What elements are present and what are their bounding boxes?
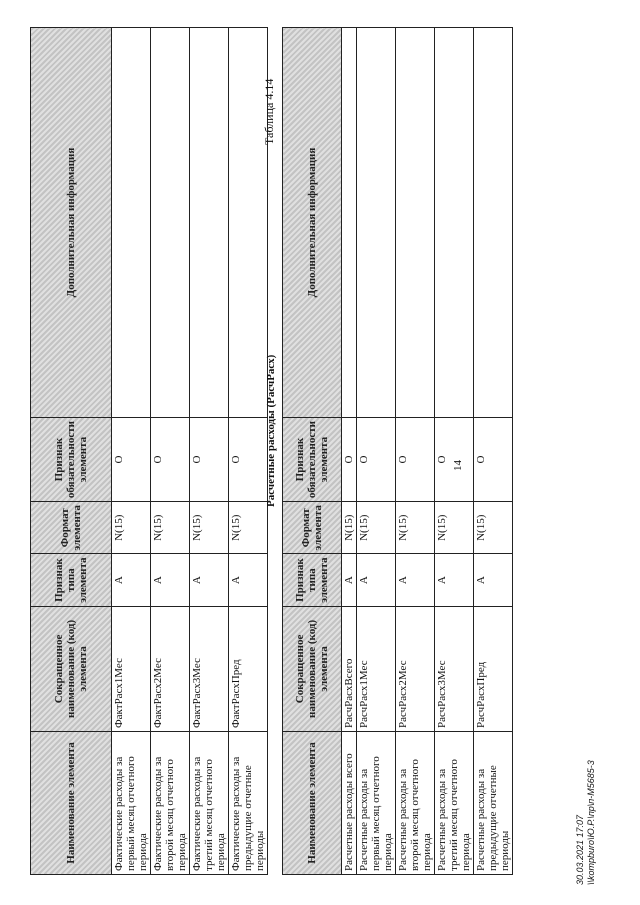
cell-required: О (151, 418, 190, 502)
header-code: Сокращенное наименование (код) элемента (31, 606, 112, 731)
cell-required: О (474, 418, 513, 502)
cell-format: N(15) (357, 502, 396, 554)
cell-code: РасчРасх3Мес (435, 606, 474, 731)
header-type: Признак типа элемента (283, 554, 342, 606)
header-name: Наименование элемента (283, 732, 342, 875)
cell-name: Фактические расходы за третий месяц отчетного периода (190, 732, 229, 875)
table-row (342, 28, 357, 875)
header-required: Признак обязательности элемента (31, 418, 112, 502)
cell-name: Расчетные расходы за первый месяц отчетного периода (357, 732, 396, 875)
cell-info (435, 28, 474, 418)
table-row (112, 28, 151, 875)
header-row (283, 28, 342, 875)
cell-required: О (229, 418, 268, 502)
cell-info (342, 28, 357, 418)
cell-info (151, 28, 190, 418)
table-title: Расчетные расходы (РасчРасх) (265, 354, 277, 507)
cell-name: Расчетные расходы за третий месяц отчетного периода (435, 732, 474, 875)
cell-info (357, 28, 396, 418)
header-format: Формат элемента (31, 502, 112, 554)
cell-code: ФактРасх1Мес (112, 606, 151, 731)
footer-timestamp: 30.03.2021 17:07 (575, 814, 585, 885)
table-row (396, 28, 435, 875)
table-row (229, 28, 268, 875)
cell-type: А (151, 554, 190, 606)
cell-name: Расчетные расходы за второй месяц отчетного периода (396, 732, 435, 875)
cell-format: N(15) (112, 502, 151, 554)
cell-info (396, 28, 435, 418)
cell-required: О (357, 418, 396, 502)
cell-name: Расчетные расходы всего (342, 732, 357, 875)
cell-code: РасчРасхПред (474, 606, 513, 731)
cell-code: РасчРасхВсего (342, 606, 357, 731)
cell-format: N(15) (342, 502, 357, 554)
cell-type: А (190, 554, 229, 606)
cell-code: ФактРасхПред (229, 606, 268, 731)
table-caption: Таблица 4.14 (262, 78, 276, 145)
cell-format: N(15) (151, 502, 190, 554)
cell-type: А (435, 554, 474, 606)
elements-table-1 (30, 27, 268, 875)
cell-required: О (112, 418, 151, 502)
table-row (151, 28, 190, 875)
cell-format: N(15) (396, 502, 435, 554)
header-format: Формат элемента (283, 502, 342, 554)
cell-format: N(15) (229, 502, 268, 554)
elements-table-2 (282, 27, 513, 875)
cell-name: Фактические расходы за первый месяц отчетного периода (112, 732, 151, 875)
cell-type: А (112, 554, 151, 606)
cell-required: О (396, 418, 435, 502)
cell-info (112, 28, 151, 418)
cell-type: А (396, 554, 435, 606)
page-number: 14 (452, 460, 464, 471)
cell-info (474, 28, 513, 418)
cell-code: ФактРасх2Мес (151, 606, 190, 731)
cell-code: ФактРасх3Мес (190, 606, 229, 731)
cell-format: N(15) (474, 502, 513, 554)
header-row (31, 28, 112, 875)
table-row (190, 28, 229, 875)
cell-code: РасчРасх2Мес (396, 606, 435, 731)
header-info: Дополнительная информация (283, 28, 342, 418)
cell-type: А (342, 554, 357, 606)
cell-required: О (435, 418, 474, 502)
cell-required: О (342, 418, 357, 502)
table-row (474, 28, 513, 875)
cell-type: А (474, 554, 513, 606)
cell-format: N(15) (435, 502, 474, 554)
print-footer (575, 760, 597, 885)
table-row (435, 28, 474, 875)
cell-type: А (357, 554, 396, 606)
cell-required: О (190, 418, 229, 502)
cell-name: Фактические расходы за предыдущие отчетные периоды (229, 732, 268, 875)
cell-code: РасчРасх1Мес (357, 606, 396, 731)
header-info: Дополнительная информация (31, 28, 112, 418)
table-row (357, 28, 396, 875)
cell-type: А (229, 554, 268, 606)
cell-format: N(15) (190, 502, 229, 554)
cell-info (190, 28, 229, 418)
footer-path: \\kompburo\Ю.Р.\пр\п-М5685-3 (586, 760, 596, 885)
header-required: Признак обязательности элемента (283, 418, 342, 502)
header-type: Признак типа элемента (31, 554, 112, 606)
header-name: Наименование элемента (31, 732, 112, 875)
header-code: Сокращенное наименование (код) элемента (283, 606, 342, 731)
cell-name: Фактические расходы за второй месяц отчетного периода (151, 732, 190, 875)
cell-name: Расчетные расходы за предыдущие отчетные периоды (474, 732, 513, 875)
